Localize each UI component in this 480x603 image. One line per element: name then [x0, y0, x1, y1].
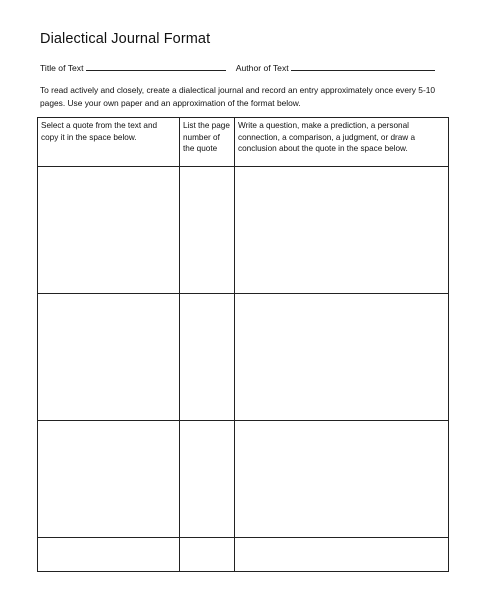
title-of-text-label: Title of Text	[40, 63, 84, 73]
quote-cell[interactable]	[38, 167, 180, 294]
header-quote: Select a quote from the text and copy it in the space below.	[38, 118, 180, 167]
quote-cell[interactable]	[38, 294, 180, 421]
response-cell[interactable]	[235, 167, 449, 294]
document-title: Dialectical Journal Format	[40, 31, 211, 47]
header-response: Write a question, make a prediction, a personal connection, a comparison, a judgment, or draw a conclusion about the quote in the space below.	[235, 118, 449, 167]
title-of-text-blank[interactable]	[86, 62, 226, 71]
response-cell[interactable]	[235, 538, 449, 572]
instructions-paragraph: To read actively and closely, create a dialectical journal and record an entry approximately once every 5-10 pages. Use your own paper and an approximation of the format below.	[40, 85, 436, 108]
header-fields	[40, 62, 435, 73]
quote-cell[interactable]	[38, 538, 180, 572]
table-row	[38, 167, 449, 294]
page-number-cell[interactable]	[180, 538, 235, 572]
author-of-text-label: Author of Text	[235, 63, 289, 73]
table-row	[38, 538, 449, 572]
table-header-row	[38, 118, 449, 167]
page-number-cell[interactable]	[180, 294, 235, 421]
journal-table	[37, 117, 449, 572]
table-row	[38, 294, 449, 421]
quote-cell[interactable]	[38, 421, 180, 538]
response-cell[interactable]	[235, 294, 449, 421]
page-number-cell[interactable]	[180, 421, 235, 538]
header-page-number: List the page number of the quote	[180, 118, 235, 167]
table-row	[38, 421, 449, 538]
page-number-cell[interactable]	[180, 167, 235, 294]
response-cell[interactable]	[235, 421, 449, 538]
author-of-text-blank[interactable]	[291, 62, 435, 71]
